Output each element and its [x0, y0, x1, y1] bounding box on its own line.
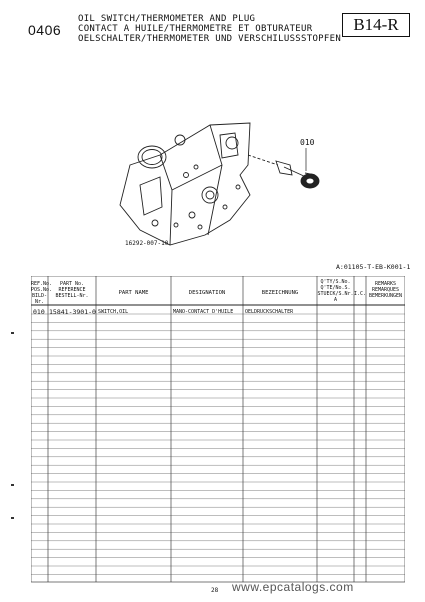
header-ref-no: REF.No. POS.No. BILD-Nr. [31, 281, 53, 305]
binder-mark [11, 517, 14, 519]
header-remarks: REMARKS REMARQUES BEMERKUNGEN [368, 281, 403, 299]
row-designation: MANO-CONTACT D'HUILE [173, 309, 234, 315]
title-english: OIL SWITCH/THERMOMETER AND PLUG [78, 14, 256, 24]
figure-callout: 010 [300, 138, 315, 147]
header-part-no: PART No. REFERENCE BESTELL-Nr. [55, 281, 89, 299]
title-german: OELSCHALTER/THERMOMETER UND VERSCHILUSSSTOPFEN [78, 34, 342, 44]
title-french: CONTACT A HUILE/THERMOMETRE ET OBTURATEUR [78, 24, 313, 34]
row-part-no: 15841-3901-0 [49, 308, 96, 316]
row-part-name: SWITCH,OIL [98, 309, 129, 315]
header-designation: DESIGNATION [188, 290, 226, 296]
binder-mark [11, 484, 14, 486]
binder-mark [11, 332, 14, 334]
header-quantity: Q'TY/S.No. Q'TE/No.S. STUECK/S.Nr. A [317, 279, 354, 303]
reference-code: A:01105-T-EB-K001-1 [336, 263, 411, 271]
figure-caption: 16292-007-10 [125, 240, 169, 247]
parts-table-grid [31, 276, 405, 586]
watermark: www.epcatalogs.com [232, 580, 354, 594]
exploded-view-figure [100, 95, 340, 255]
row-bezeichnung: OELDRUCKSCHALTER [245, 309, 294, 315]
page-number: 28 [211, 587, 219, 594]
header-ic: I.C. [354, 291, 367, 297]
catalog-code-box: B14-R [342, 13, 410, 37]
row-ref-no: 010 [33, 308, 45, 316]
header-bezeichnung: BEZEICHNUNG [261, 290, 299, 296]
section-number: 0406 [28, 22, 62, 38]
header-part-name: PART NAME [118, 290, 149, 296]
